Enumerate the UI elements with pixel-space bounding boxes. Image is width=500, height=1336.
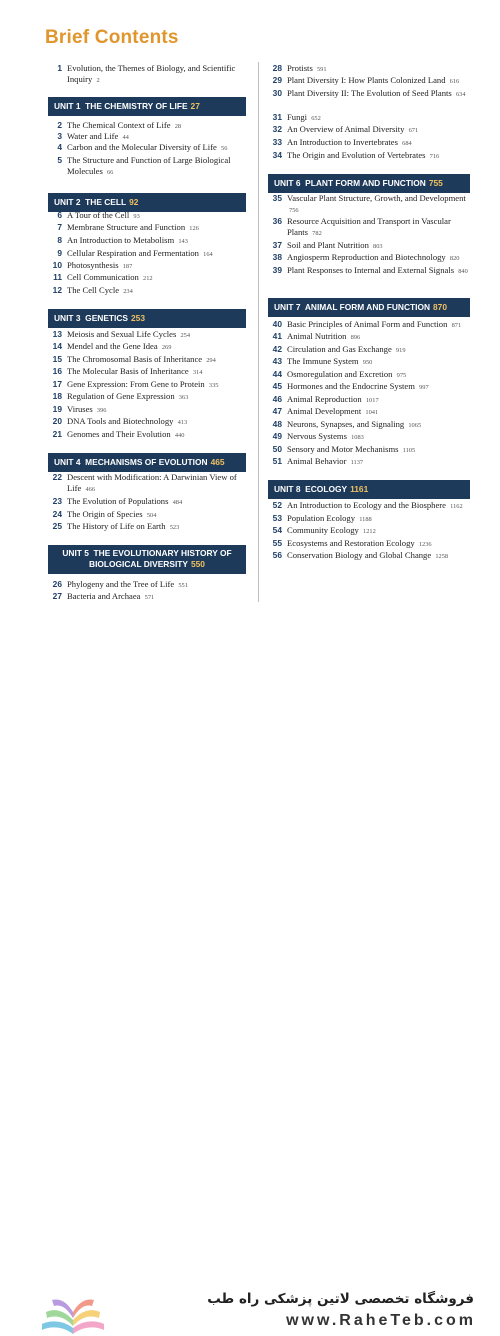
chapter-title: Soil and Plant Nutrition 803: [287, 240, 383, 250]
chapter-title: Basic Principles of Animal Form and Function 871: [287, 319, 462, 329]
chapter-entry: [268, 252, 470, 265]
chapter-entry: [48, 222, 246, 235]
chapter-number: 3: [57, 131, 62, 141]
chapter-title: Sensory and Motor Mechanisms 1105: [287, 444, 416, 454]
unit-title: UNIT 2 THE CELL: [54, 197, 127, 207]
chapter-entry: [48, 391, 246, 404]
chapter-page-number: 143: [178, 238, 188, 245]
chapter-page-number: 2: [96, 76, 100, 84]
unit-header: [268, 174, 470, 193]
chapter-entry: [48, 329, 246, 342]
unit-page-number: 1161: [350, 484, 369, 494]
chapter-number: 33: [272, 137, 282, 147]
chapter-title: Animal Development 1041: [287, 406, 379, 416]
unit-title: UNIT 7 ANIMAL FORM AND FUNCTION: [274, 302, 431, 312]
chapter-page-number: 363: [178, 394, 189, 401]
chapter-page-number: 269: [161, 344, 172, 351]
chapter-number: 41: [272, 331, 282, 341]
unit-page-number: 253: [131, 313, 145, 323]
chapter-number: 29: [272, 75, 282, 85]
chapter-page-number: 950: [362, 359, 373, 366]
chapter-page-number: 294: [206, 357, 216, 364]
chapter-number: 5: [57, 155, 62, 165]
chapter-page-number: 716: [429, 153, 440, 160]
chapter-number: 43: [272, 356, 282, 366]
chapter-entry: [48, 354, 246, 367]
chapter-page-number: 212: [143, 275, 153, 282]
chapter-entry: [268, 419, 470, 432]
chapter-title: Photosynthesis 187: [67, 260, 133, 270]
unit-header: [48, 545, 246, 574]
chapter-entry: [268, 369, 470, 382]
chapter-page-number: 871: [451, 322, 462, 329]
chapter-number: 20: [52, 416, 62, 426]
chapter-entry: [268, 538, 470, 551]
chapter-number: 49: [272, 431, 282, 441]
chapter-page-number: 164: [203, 251, 213, 258]
chapter-entry: [48, 235, 246, 248]
chapter-number: 9: [57, 248, 62, 258]
chapter-title: Gene Expression: From Gene to Protein 335: [67, 379, 219, 389]
unit-title: UNIT 3 GENETICS: [54, 313, 128, 323]
chapter-title: Mendel and the Gene Idea 269: [67, 341, 172, 351]
chapter-page-number: 1258: [435, 553, 449, 560]
chapter-entry: [48, 591, 246, 604]
chapter-entry: [268, 112, 470, 125]
chapter-entry: [268, 500, 470, 513]
chapter-title: An Introduction to Invertebrates 684: [287, 137, 412, 147]
chapter-number: 12: [52, 285, 62, 295]
chapter-title: Protists 591: [287, 63, 327, 73]
chapter-number: 45: [272, 381, 282, 391]
contents-page: [0, 0, 500, 640]
chapter-page-number: 756: [289, 206, 299, 214]
chapter-number: 35: [272, 193, 282, 203]
chapter-number: 28: [272, 63, 282, 73]
unit-header: [48, 309, 246, 328]
chapter-entry: [268, 137, 470, 150]
chapter-page-number: 591: [316, 66, 327, 73]
chapter-entry: [48, 366, 246, 379]
chapter-number: 44: [272, 369, 282, 379]
unit-title: UNIT 5 THE EVOLUTIONARY HISTORY OF BIOLOGICAL DIVERSITY: [62, 548, 234, 569]
chapter-page-number: 1137: [350, 459, 364, 466]
chapter-title: Plant Diversity II: The Evolution of Seed Plants 634: [287, 88, 466, 98]
chapter-title: Animal Nutrition 896: [287, 331, 361, 341]
chapter-number: 54: [272, 525, 282, 535]
chapter-title: The Molecular Basis of Inheritance 314: [67, 366, 203, 376]
shop-name: فروشگاه تخصصی لاتین پزشکی راه طب: [207, 1291, 474, 1307]
unit-header: [268, 480, 470, 499]
chapter-title: The Immune System 950: [287, 356, 373, 366]
chapter-number: 55: [272, 538, 282, 548]
chapter-entry: [48, 285, 246, 298]
chapter-entry: [268, 550, 470, 563]
chapter-entry: [48, 509, 246, 522]
chapter-number: 47: [272, 406, 282, 416]
chapter-page-number: 56: [221, 145, 228, 152]
chapter-title: Neurons, Synapses, and Signaling 1065: [287, 419, 422, 429]
chapter-page-number: 440: [174, 432, 185, 439]
chapter-number: 37: [272, 240, 282, 250]
chapter-page-number: 66: [106, 168, 114, 176]
chapter-number: 4: [57, 142, 62, 152]
unit-title: UNIT 8 ECOLOGY: [274, 484, 348, 494]
chapter-entry: [48, 416, 246, 429]
chapter-title: Descent with Modification: A Darwinian View of Life 466: [67, 472, 237, 493]
chapter-entry: [268, 240, 470, 253]
chapter-entry: [268, 265, 470, 278]
chapter-number: 7: [57, 222, 62, 232]
chapter-entry: [268, 63, 470, 76]
chapter-title: The History of Life on Earth 523: [67, 521, 180, 531]
unit-title: UNIT 1 THE CHEMISTRY OF LIFE: [54, 101, 188, 111]
footer-banner: [0, 640, 500, 1329]
chapter-title: Vascular Plant Structure, Growth, and Development 756: [287, 193, 466, 214]
chapter-number: 48: [272, 419, 282, 429]
chapter-entry: [48, 248, 246, 261]
chapter-page-number: 1162: [450, 503, 463, 510]
chapter-title: Animal Reproduction 1017: [287, 394, 379, 404]
chapter-title: The Structure and Function of Large Biological Molecules 66: [67, 155, 231, 176]
unit-header: [268, 298, 470, 317]
chapter-title: Cell Communication 212: [67, 272, 153, 282]
chapter-number: 22: [52, 472, 62, 482]
chapter-number: 40: [272, 319, 282, 329]
chapter-page-number: 634: [455, 91, 466, 98]
chapter-number: 36: [272, 216, 282, 226]
chapter-page-number: 551: [178, 582, 188, 589]
chapter-number: 39: [272, 265, 282, 275]
chapter-entry: [48, 272, 246, 285]
chapter-title: Bacteria and Archaea 571: [67, 591, 155, 601]
chapter-entry: [48, 429, 246, 442]
chapter-entry: [48, 341, 246, 354]
chapter-title: Fungi 652: [287, 112, 321, 122]
chapter-page-number: 919: [395, 347, 406, 354]
chapter-title: Population Ecology 1188: [287, 513, 372, 523]
chapter-entry: [268, 406, 470, 419]
chapter-page-number: 413: [177, 419, 188, 426]
chapter-title: Regulation of Gene Expression 363: [67, 391, 189, 401]
chapter-title: Cellular Respiration and Fermentation 164: [67, 248, 213, 258]
chapter-page-number: 1236: [418, 541, 432, 548]
chapter-page-number: 1212: [363, 528, 376, 535]
chapter-entry: [48, 210, 246, 223]
chapter-title: Phylogeny and the Tree of Life 551: [67, 579, 188, 589]
chapter-entry: [268, 124, 470, 137]
chapter-title: An Introduction to Ecology and the Biosphere 1162: [287, 500, 463, 510]
chapter-page-number: 1083: [351, 434, 364, 441]
chapter-entry: [48, 379, 246, 392]
chapter-entry: [268, 331, 470, 344]
chapter-number: 26: [52, 579, 62, 589]
chapter-entry: [268, 75, 470, 88]
chapter-title: Conservation Biology and Global Change 1258: [287, 550, 449, 560]
chapter-title: Nervous Systems 1083: [287, 431, 364, 441]
chapter-page-number: 616: [449, 78, 460, 85]
chapter-number: 27: [52, 591, 62, 601]
chapter-entry: [268, 513, 470, 526]
chapter-number: 31: [272, 112, 282, 122]
chapter-entry: [268, 431, 470, 444]
chapter-number: 2: [57, 120, 62, 130]
chapter-number: 21: [52, 429, 62, 439]
chapter-page-number: 1105: [402, 447, 416, 454]
chapter-number: 6: [57, 210, 62, 220]
column-divider: [258, 62, 259, 602]
chapter-number: 14: [52, 341, 62, 351]
chapter-entry: [48, 496, 246, 509]
unit-header: [48, 97, 246, 116]
unit-page-number: 465: [210, 457, 225, 467]
chapter-title: DNA Tools and Biotechnology 413: [67, 416, 188, 426]
chapter-number: 52: [272, 500, 282, 510]
unit-page-number: 92: [129, 197, 139, 207]
chapter-number: 1: [57, 63, 62, 73]
chapter-number: 15: [52, 354, 62, 364]
chapter-page-number: 1041: [365, 409, 379, 416]
chapter-page-number: 896: [350, 334, 361, 341]
chapter-page-number: 684: [402, 140, 412, 147]
chapter-page-number: 671: [408, 127, 419, 134]
chapter-title: The Origin and Evolution of Vertebrates 716: [287, 150, 440, 160]
chapter-title: The Chromosomal Basis of Inheritance 294: [67, 354, 216, 364]
chapter-page-number: 234: [123, 288, 133, 295]
chapter-title: A Tour of the Cell 93: [67, 210, 140, 220]
chapter-title: Viruses 396: [67, 404, 107, 414]
chapter-entry: [48, 142, 246, 155]
chapter-page-number: 44: [122, 134, 129, 141]
unit-page-number: 870: [433, 302, 447, 312]
chapter-page-number: 466: [85, 485, 96, 493]
chapter-page-number: 93: [133, 213, 140, 220]
chapter-entry: [48, 155, 246, 178]
chapter-title: Ecosystems and Restoration Ecology 1236: [287, 538, 432, 548]
chapter-entry: [48, 404, 246, 417]
chapter-number: 50: [272, 444, 282, 454]
chapter-entry: [268, 150, 470, 163]
chapter-page-number: 28: [174, 123, 182, 130]
chapter-title: Meiosis and Sexual Life Cycles 254: [67, 329, 191, 339]
chapter-number: 30: [272, 88, 282, 98]
chapter-title: Circulation and Gas Exchange 919: [287, 344, 406, 354]
chapter-entry: [268, 525, 470, 538]
unit-title: UNIT 4 MECHANISMS OF EVOLUTION: [54, 457, 208, 467]
chapter-title: Community Ecology 1212: [287, 525, 376, 535]
chapter-page-number: 840: [458, 268, 468, 275]
chapter-number: 51: [272, 456, 282, 466]
chapter-number: 46: [272, 394, 282, 404]
chapter-entry: [268, 456, 470, 469]
unit-page-number: 27: [190, 101, 200, 111]
chapter-number: 10: [52, 260, 62, 270]
chapter-page-number: 820: [449, 255, 460, 262]
chapter-entry: [48, 260, 246, 273]
chapter-title: Osmoregulation and Excretion 975: [287, 369, 407, 379]
unit-page-number: 755: [428, 178, 443, 188]
chapter-entry: [268, 193, 470, 216]
unit-title: UNIT 6 PLANT FORM AND FUNCTION: [274, 178, 426, 188]
chapter-page-number: 1188: [359, 516, 372, 523]
page-title: Brief Contents: [45, 27, 179, 48]
chapter-title: Plant Responses to Internal and External Signals 840: [287, 265, 468, 275]
chapter-page-number: 975: [396, 372, 407, 379]
unit-header: [48, 453, 246, 472]
chapter-number: 25: [52, 521, 62, 531]
chapter-entry: [48, 521, 246, 534]
chapter-title: Animal Behavior 1137: [287, 456, 364, 466]
chapter-entry: [268, 216, 470, 239]
chapter-page-number: 126: [189, 225, 199, 232]
chapter-page-number: 803: [373, 243, 383, 250]
chapter-page-number: 335: [208, 382, 219, 389]
chapter-number: 42: [272, 344, 282, 354]
chapter-page-number: 1017: [365, 397, 379, 404]
chapter-number: 32: [272, 124, 282, 134]
chapter-entry: [268, 344, 470, 357]
chapter-page-number: 523: [169, 524, 180, 531]
shop-url-link[interactable]: www.RaheTeb.com: [286, 1312, 476, 1329]
chapter-number: 13: [52, 329, 62, 339]
chapter-number: 24: [52, 509, 62, 519]
chapter-page-number: 997: [419, 384, 429, 391]
chapter-page-number: 396: [96, 407, 107, 414]
chapter-entry: [268, 444, 470, 457]
chapter-number: 11: [53, 272, 62, 282]
chapter-title: Angiosperm Reproduction and Biotechnology 820: [287, 252, 460, 262]
chapter-title: The Chemical Context of Life 28: [67, 120, 182, 130]
chapter-entry: [268, 319, 470, 332]
chapter-title: Hormones and the Endocrine System 997: [287, 381, 429, 391]
chapter-title: The Cell Cycle 234: [67, 285, 133, 295]
chapter-page-number: 571: [144, 594, 155, 601]
chapter-entry: [268, 381, 470, 394]
chapter-entry: [48, 63, 246, 86]
chapter-title: Genomes and Their Evolution 440: [67, 429, 185, 439]
chapter-title: The Origin of Species 504: [67, 509, 157, 519]
chapter-page-number: 652: [311, 115, 321, 122]
chapter-title: Evolution, the Themes of Biology, and Scientific Inquiry 2: [67, 63, 236, 84]
chapter-title: An Overview of Animal Diversity 671: [287, 124, 419, 134]
chapter-page-number: 484: [172, 499, 183, 506]
chapter-number: 56: [272, 550, 282, 560]
chapter-title: Resource Acquisition and Transport in Vascular Plants 782: [287, 216, 451, 237]
unit-page-number: 550: [190, 559, 205, 569]
chapter-number: 8: [57, 235, 62, 245]
chapter-number: 18: [52, 391, 62, 401]
chapter-page-number: 254: [180, 332, 191, 339]
chapter-entry: [48, 472, 246, 495]
chapter-page-number: 187: [122, 263, 133, 270]
chapter-title: An Introduction to Metabolism 143: [67, 235, 188, 245]
chapter-page-number: 314: [192, 369, 203, 376]
chapter-entry: [48, 579, 246, 592]
chapter-page-number: 1065: [408, 422, 422, 429]
open-book-logo-icon: [38, 1290, 108, 1336]
chapter-entry: [268, 356, 470, 369]
chapter-title: Water and Life 44: [67, 131, 129, 141]
chapter-number: 38: [272, 252, 282, 262]
chapter-title: The Evolution of Populations 484: [67, 496, 183, 506]
chapter-entry: [268, 88, 470, 101]
chapter-title: Carbon and the Molecular Diversity of Life 56: [67, 142, 228, 152]
chapter-number: 53: [272, 513, 282, 523]
chapter-number: 17: [52, 379, 62, 389]
chapter-number: 23: [52, 496, 62, 506]
chapter-number: 16: [52, 366, 62, 376]
chapter-page-number: 782: [312, 229, 322, 237]
chapter-title: Membrane Structure and Function 126: [67, 222, 199, 232]
chapter-number: 19: [52, 404, 62, 414]
chapter-page-number: 504: [146, 512, 157, 519]
chapter-entry: [268, 394, 470, 407]
chapter-title: Plant Diversity I: How Plants Colonized Land 616: [287, 75, 460, 85]
chapter-number: 34: [272, 150, 282, 160]
